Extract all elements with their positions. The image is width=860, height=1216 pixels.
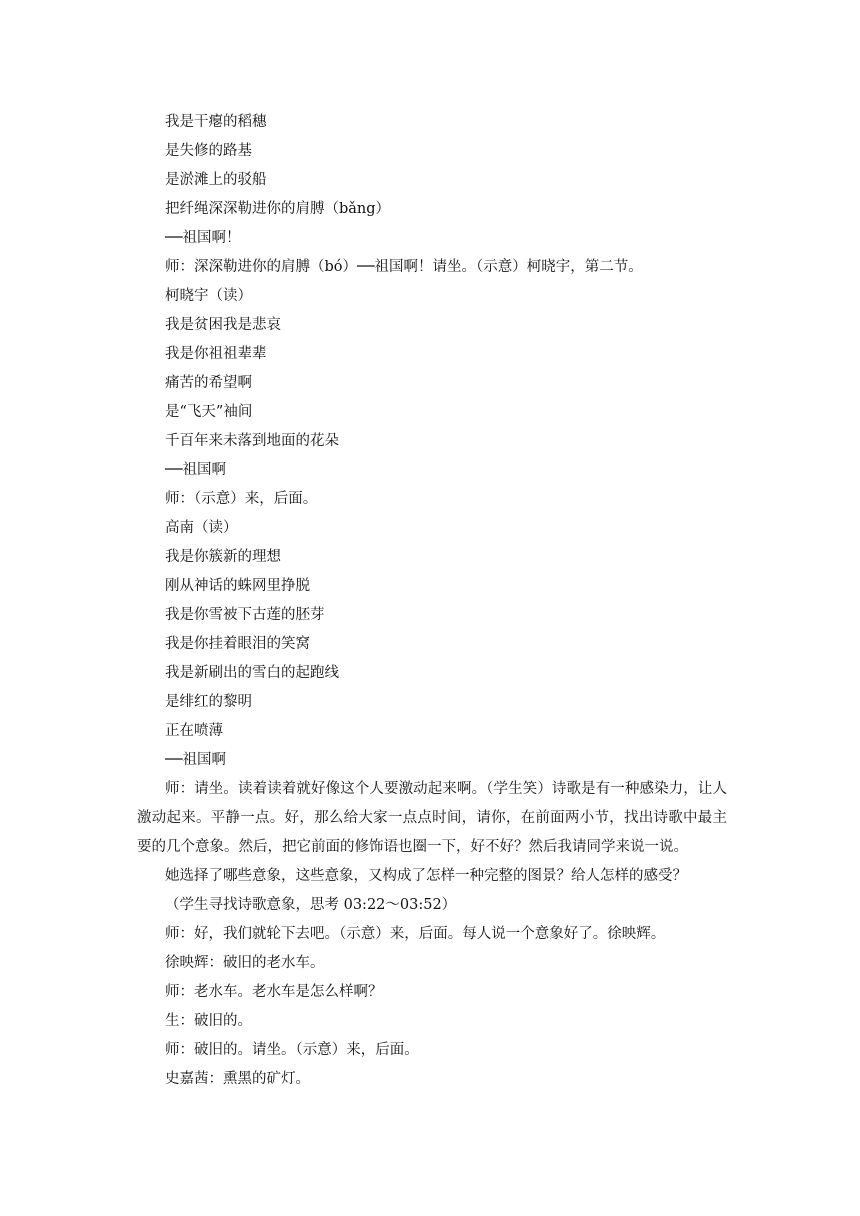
poem-line: 我是你祖祖辈辈 xyxy=(165,346,267,362)
poem-line: 我是你挂着眼泪的笑窝 xyxy=(165,636,310,652)
dialogue-line: 师：深深勒进你的肩膊（bó）──祖国啊！请坐。（示意）柯晓宇，第二节。 xyxy=(165,259,643,275)
poem-line: 千百年来未落到地面的花朵 xyxy=(165,433,339,449)
dialogue-line: 师：老水车。老水车是怎么样啊？ xyxy=(165,984,383,1000)
dialogue-line: 生：破旧的。 xyxy=(165,1013,252,1029)
poem-line: 是“飞天”袖间 xyxy=(165,404,253,420)
question-paragraph: 她选择了哪些意象，这些意象，又构成了怎样一种完整的图景？给人怎样的感受？ xyxy=(165,868,687,884)
teacher-paragraph: 师：请坐。读着读着就好像这个人要激动起来啊。（学生笑）诗歌是有一种感染力，让人激动起来。平静一点。好，那么给大家一点点时间，请你，在前面两小节，找出诗歌中最主要的几个意象。然后，把它前面的修饰语也圈一下，好不好？然后我请同学来说一说。 xyxy=(137,781,727,855)
poem-line: 我是贫困我是悲哀 xyxy=(165,317,281,333)
document-body xyxy=(137,108,727,1094)
poem-line: ──祖国啊 xyxy=(165,462,226,478)
poem-line: 我是你簇新的理想 xyxy=(165,549,281,565)
poem-line: 是失修的路基 xyxy=(165,143,252,159)
dialogue-line: 徐映辉：破旧的老水车。 xyxy=(165,955,325,971)
dialogue-line: 柯晓宇（读） xyxy=(165,288,252,304)
poem-line: ──祖国啊 xyxy=(165,752,226,768)
poem-line: 把纤绳深深勒进你的肩膊（bǎng） xyxy=(165,201,391,217)
poem-line: ──祖国啊！ xyxy=(165,230,241,246)
poem-line: 我是干瘪的稻穗 xyxy=(165,114,267,130)
poem-line: 刚从神话的蛛网里挣脱 xyxy=(165,578,310,594)
dialogue-line: 师：好，我们就轮下去吧。（示意）来，后面。每人说一个意象好了。徐映辉。 xyxy=(165,926,666,942)
poem-line: 我是新刷出的雪白的起跑线 xyxy=(165,665,339,681)
poem-line: 正在喷薄 xyxy=(165,723,223,739)
poem-line: 我是你雪被下古莲的胚芽 xyxy=(165,607,325,623)
dialogue-line: 史嘉茜：熏黑的矿灯。 xyxy=(165,1071,310,1087)
dialogue-line: 师：（示意）来，后面。 xyxy=(165,491,318,507)
poem-line: 是淤滩上的驳船 xyxy=(165,172,267,188)
dialogue-line: 师：破旧的。请坐。（示意）来，后面。 xyxy=(165,1042,419,1058)
poem-line: 是绯红的黎明 xyxy=(165,694,252,710)
dialogue-line: 高南（读） xyxy=(165,520,238,536)
stage-direction: （学生寻找诗歌意象，思考 03:22～03:52） xyxy=(165,897,457,913)
poem-line: 痛苦的希望啊 xyxy=(165,375,252,391)
